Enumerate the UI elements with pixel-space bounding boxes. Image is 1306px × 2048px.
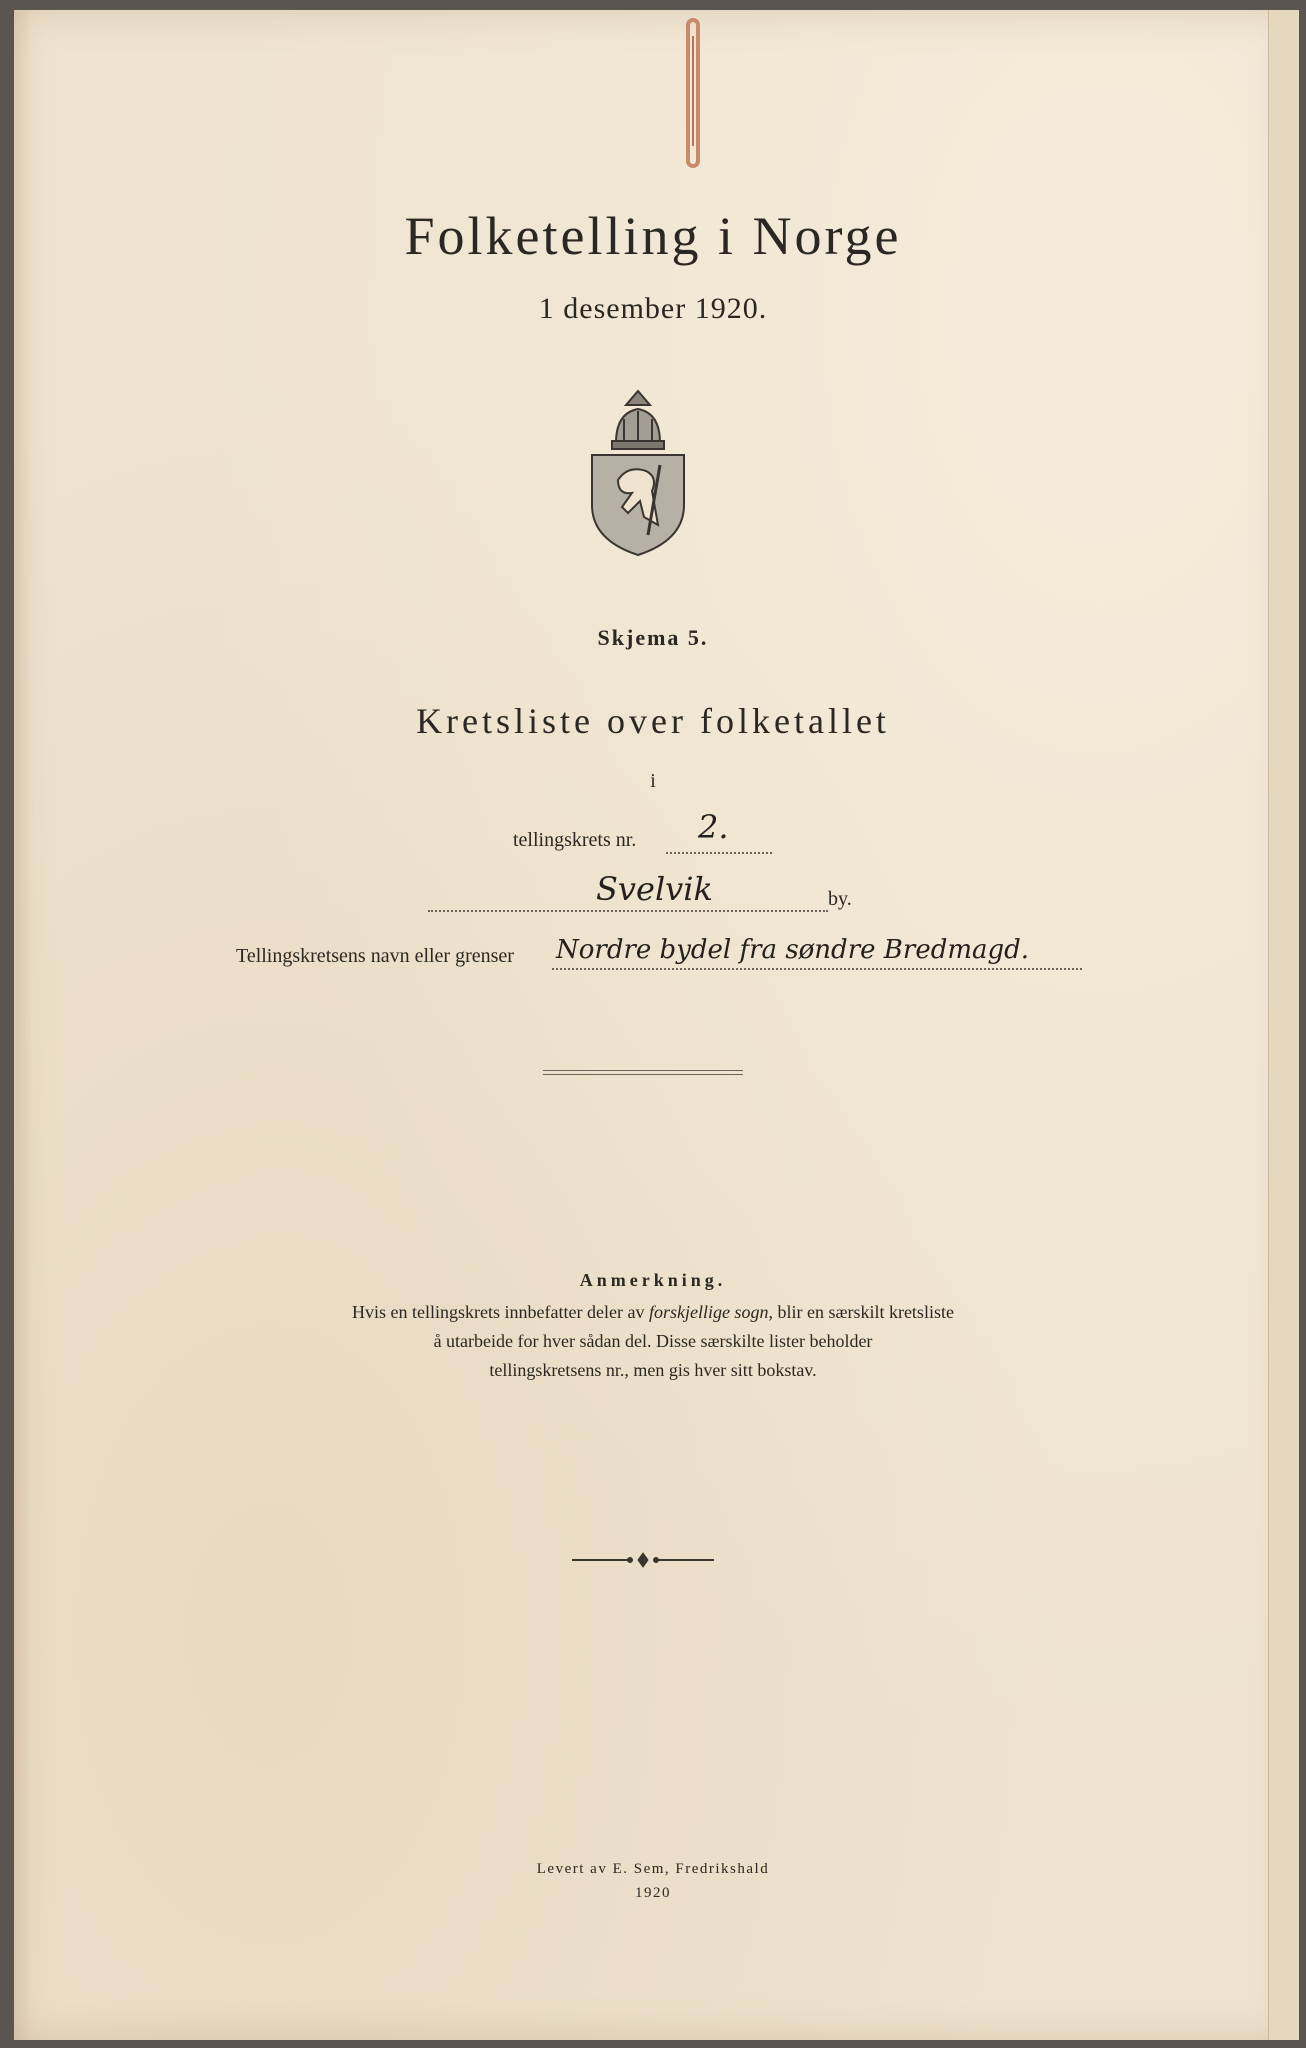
town-value: Svelvik — [596, 870, 713, 908]
divider-upper — [543, 1070, 743, 1071]
town-suffix: by. — [828, 888, 852, 910]
district-name-value: Nordre bydel fra søndre Bredmagd. — [556, 935, 1030, 965]
schema-label: Skjema 5. — [597, 625, 709, 650]
printer-imprint — [0, 1857, 1306, 1905]
town-line — [428, 910, 828, 912]
note-line-3: tellingskretsens nr., men gis hver sitt bokstav. — [489, 1360, 817, 1380]
paper-clip — [686, 18, 700, 168]
coat-of-arms-icon — [588, 385, 688, 560]
district-number-value: 2. — [698, 808, 729, 846]
district-name-line — [552, 968, 1082, 970]
district-number-line — [666, 852, 772, 854]
ornament-divider-icon — [570, 1550, 716, 1570]
note-line-2: å utarbeide for hver sådan del. Disse særskilte lister beholder — [433, 1331, 873, 1351]
district-number-label: tellingskrets nr. — [513, 829, 637, 851]
document-date: 1 desember 1920. — [538, 292, 768, 325]
form-heading: Kretsliste over folketallet — [416, 701, 890, 741]
divider-lower — [543, 1074, 743, 1075]
printer-line: Levert av E. Sem, Fredrikshald — [536, 1861, 770, 1877]
district-name-label: Tellingskretsens navn eller grenser — [236, 945, 514, 967]
note-title: Anmerkning. — [579, 1270, 727, 1290]
preposition: i — [650, 770, 656, 792]
document-title: Folketelling i Norge — [404, 206, 902, 266]
printer-year: 1920 — [635, 1885, 671, 1901]
note-body — [0, 1298, 1306, 1385]
note-line-1: Hvis en tellingskrets innbefatter deler av forskjellige sogn, blir en særskilt kretsliste — [352, 1302, 954, 1322]
